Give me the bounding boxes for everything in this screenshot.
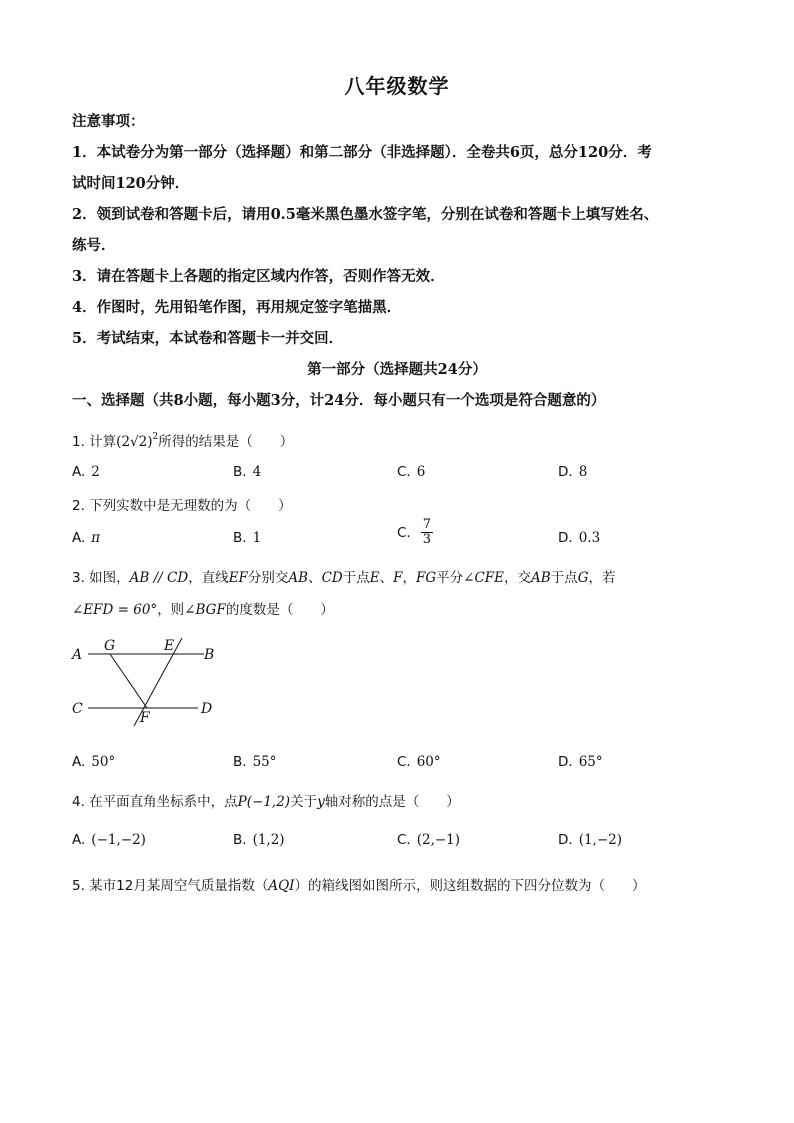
fraction-denominator: 3 — [422, 532, 431, 547]
option-value: (2,−1) — [416, 832, 461, 848]
q5-math: AQI — [268, 878, 295, 894]
option-value: 65° — [578, 754, 603, 770]
option-label: A. — [72, 754, 86, 770]
q4-option-c[interactable] — [397, 832, 460, 848]
part1-heading: 第一部分（选择题共24分） — [307, 361, 487, 378]
q2-option-a[interactable] — [72, 530, 100, 546]
q1-expression-base: (2√2) — [116, 434, 153, 450]
notice-line-3: 2．领到试卷和答题卡后，请用0.5毫米黑色墨水签字笔，分别在试卷和答题卡上填写姓名、 — [72, 206, 659, 223]
notice-line-4: 练号． — [72, 237, 116, 254]
option-label: D. — [558, 832, 573, 848]
q3-option-c[interactable] — [397, 754, 441, 770]
q3-text: 3. 如图， — [72, 570, 130, 586]
option-label: C. — [397, 464, 411, 480]
q4-text: 轴对称的点是（ ） — [324, 794, 460, 810]
q1-suffix: 所得的结果是（ ） — [158, 434, 294, 450]
label-c: C — [72, 701, 83, 717]
q3-text: 的度数是（ ） — [225, 602, 334, 618]
notice-line-6: 4．作图时，先用铅笔作图，再用规定签字笔描黑． — [72, 299, 402, 316]
q4-text: 4. 在平面直角坐标系中，点 — [72, 794, 238, 810]
q1-option-b[interactable] — [233, 464, 261, 480]
q3-math: AB — [288, 570, 309, 586]
question-3-line-1 — [72, 566, 615, 586]
fraction-numerator: 7 — [422, 517, 431, 532]
page-title: 八年级数学 — [344, 74, 450, 98]
q3-text: 分别交 — [247, 570, 289, 586]
q3-text: 、 — [379, 570, 394, 586]
q3-geometry-figure — [66, 632, 226, 732]
option-label: D. — [558, 464, 573, 480]
section1-heading: 一、选择题（共8小题，每小题3分，计24分．每小题只有一个选项是符合题意的） — [72, 392, 606, 409]
q4-option-d[interactable] — [558, 832, 622, 848]
label-e: E — [164, 638, 175, 654]
q3-text: 、 — [308, 570, 322, 586]
option-value: 2 — [91, 464, 100, 480]
q3-math: F — [393, 570, 403, 586]
q3-text: ，直线 — [188, 570, 229, 586]
q3-text: 于点 — [550, 570, 578, 586]
q1-expression-exponent: 2 — [152, 432, 159, 442]
q3-math: EF — [228, 570, 248, 586]
q3-option-d[interactable] — [558, 754, 603, 770]
option-value: 0.3 — [578, 530, 601, 546]
q3-text: 平分 — [436, 570, 464, 586]
q1-prefix: 1. 计算 — [72, 434, 117, 450]
q4-option-a[interactable] — [72, 832, 146, 848]
q4-math: P(−1,2) — [237, 794, 291, 810]
notice-line-1: 1．本试卷分为第一部分（选择题）和第二部分（非选择题）．全卷共6页，总分120分．考 — [72, 144, 652, 161]
option-label: B. — [233, 464, 247, 480]
q3-math: ∠BGF — [184, 602, 226, 618]
q3-text: ，交 — [504, 570, 532, 586]
q1-option-a[interactable] — [72, 464, 100, 480]
option-value: 4 — [252, 464, 262, 480]
q5-text: 5. 某市12月某周空气质量指数（ — [72, 878, 269, 894]
line-fg — [110, 654, 147, 708]
fraction-seven-thirds — [421, 518, 433, 547]
q3-math: ∠EFD = 60° — [72, 602, 158, 618]
option-label: C. — [397, 754, 411, 770]
q2-option-d[interactable] — [558, 530, 600, 546]
q3-math: FG — [415, 570, 437, 586]
question-4 — [72, 790, 460, 810]
q3-math: ∠CFE — [463, 570, 505, 586]
label-d: D — [201, 701, 213, 717]
label-g: G — [104, 638, 116, 654]
q5-text: ）的箱线图如图所示，则这组数据的下四分位数为（ ） — [294, 878, 646, 894]
option-value: π — [91, 530, 101, 546]
label-f: F — [140, 710, 150, 726]
option-value: 6 — [416, 464, 426, 480]
question-1 — [72, 430, 293, 450]
q3-options — [72, 754, 732, 776]
q1-option-d[interactable] — [558, 464, 587, 480]
option-label: B. — [233, 754, 247, 770]
option-value: (−1,−2) — [91, 832, 146, 848]
label-a: A — [72, 647, 83, 663]
q3-text: ，若 — [588, 570, 616, 586]
q3-text: ，则 — [157, 602, 185, 618]
q3-math: AB // CD — [129, 570, 189, 586]
q2-options — [72, 517, 732, 552]
q3-option-b[interactable] — [233, 754, 277, 770]
option-value: (1,2) — [252, 832, 285, 848]
question-5 — [72, 874, 646, 894]
q2-option-c[interactable] — [397, 518, 433, 547]
q3-text: 于点 — [342, 570, 370, 586]
q4-math: y — [317, 794, 325, 810]
option-label: D. — [558, 754, 573, 770]
label-b: B — [204, 647, 215, 663]
notice-line-2: 试时间120分钟． — [72, 175, 190, 192]
q3-text: ， — [402, 570, 416, 586]
q3-math: AB — [531, 570, 551, 586]
notice-heading: 注意事项： — [72, 113, 145, 130]
option-value: (1,−2) — [578, 832, 623, 848]
q1-option-c[interactable] — [397, 464, 425, 480]
option-label: C. — [397, 832, 411, 848]
option-label: A. — [72, 832, 86, 848]
option-label: C. — [397, 524, 411, 541]
option-value: 1 — [252, 530, 262, 546]
option-label: A. — [72, 464, 86, 480]
q3-math: E — [369, 570, 380, 586]
q1-expression — [116, 434, 158, 450]
option-value: 8 — [578, 464, 588, 480]
q3-option-a[interactable] — [72, 754, 115, 770]
q2-option-b[interactable] — [233, 530, 261, 546]
option-value: 50° — [91, 754, 116, 770]
option-value: 60° — [416, 754, 441, 770]
question-3-line-2 — [72, 598, 334, 618]
q3-math: CD — [321, 570, 343, 586]
q4-text: 关于 — [290, 794, 318, 810]
question-2: 2. 下列实数中是无理数的为（ ） — [72, 498, 292, 514]
q3-math: G — [577, 570, 589, 586]
notice-line-5: 3．请在答题卡上各题的指定区域内作答，否则作答无效． — [72, 268, 445, 285]
option-value: 55° — [252, 754, 277, 770]
option-label: B. — [233, 530, 247, 546]
option-label: B. — [233, 832, 247, 848]
option-label: A. — [72, 530, 86, 546]
option-label: D. — [558, 530, 573, 546]
q4-options — [72, 832, 732, 854]
q4-option-b[interactable] — [233, 832, 285, 848]
notice-line-7: 5．考试结束，本试卷和答题卡一并交回． — [72, 330, 344, 347]
q1-options — [72, 464, 732, 486]
